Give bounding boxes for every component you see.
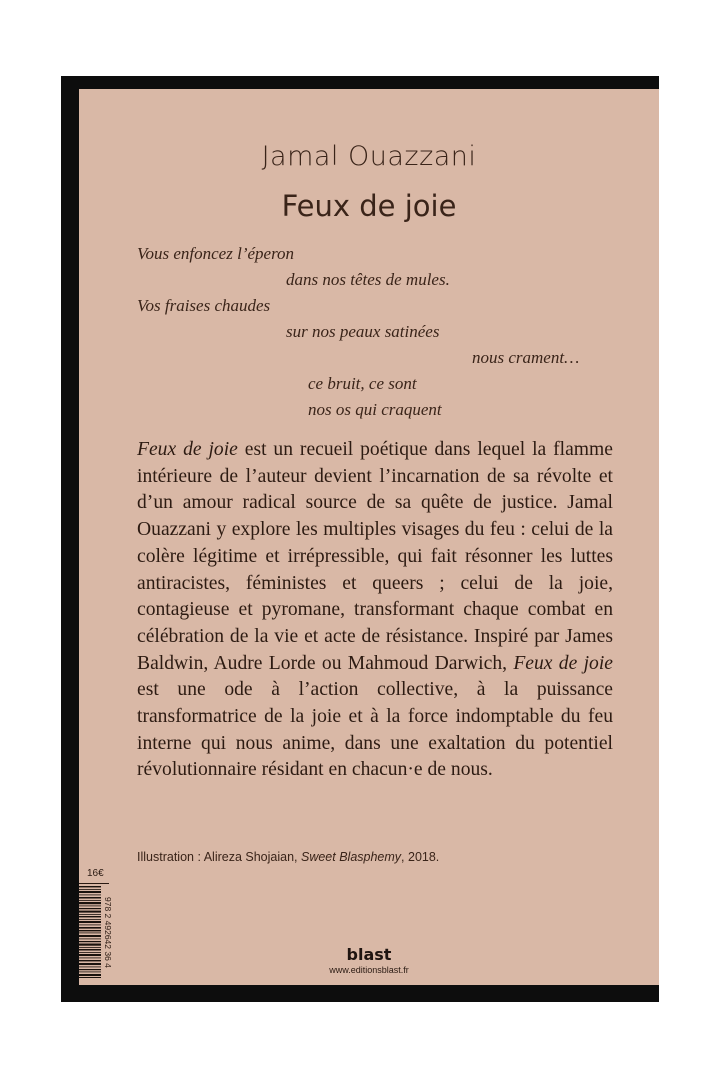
book-description xyxy=(137,437,613,784)
book-title: Feux de joie xyxy=(281,189,457,223)
credit-prefix: Illustration : Alireza Shojaian, xyxy=(137,850,301,864)
publisher-website: www.editionsblast.fr xyxy=(329,965,409,975)
price-divider xyxy=(79,883,109,884)
price-label: 16€ xyxy=(87,868,104,879)
poem-line: Vos fraises chaudes xyxy=(137,296,271,315)
blurb-title-italic: Feux de joie xyxy=(137,439,238,460)
isbn-number: 978 2 492642 36 4 xyxy=(103,896,113,968)
credit-work: Sweet Blasphemy xyxy=(300,850,402,864)
blurb-text: est un recueil poétique dans lequel la flamme intérieure de l’auteur devient l’incarnation de sa révolte et d’un amour radical source de sa quête de justice. Jamal Ouazzani y explore les multiples visages du feu : celui de la colère légitime et irrépressible, qui fait résonner les luttes antiracistes, féministes et queers ; celui de la joie, contagieuse et pyromane, transformant chaque combat en célébration de la vie et acte de résistance. Inspiré par James Baldwin, Audre Lorde ou Mahmoud Darwich, xyxy=(137,439,613,674)
credit-suffix: , 2018. xyxy=(401,850,440,864)
blurb-title-italic: Feux de joie xyxy=(513,652,613,674)
blurb-text: est une ode à l’action collective, à la puissance transformatrice de la joie et à la force indomptable du feu interne qui nous anime, dans une exaltation du potentiel révolutionnaire résidant en chacun·e de nous. xyxy=(137,679,613,781)
poem-line: sur nos peaux satinées xyxy=(286,322,440,341)
poem-line: Vous enfoncez l’éperon xyxy=(137,244,295,263)
poem-line: ce bruit, ce sont xyxy=(308,374,417,393)
poem-line: dans nos têtes de mules. xyxy=(286,270,450,289)
author-name: Jamal Ouazzani xyxy=(261,141,477,172)
poem-line: nos os qui craquent xyxy=(308,400,442,419)
illustration-credit xyxy=(137,850,439,864)
poem-line: nous crament… xyxy=(472,348,580,367)
publisher-logo: blast xyxy=(346,945,392,964)
book-back-cover xyxy=(79,89,659,985)
